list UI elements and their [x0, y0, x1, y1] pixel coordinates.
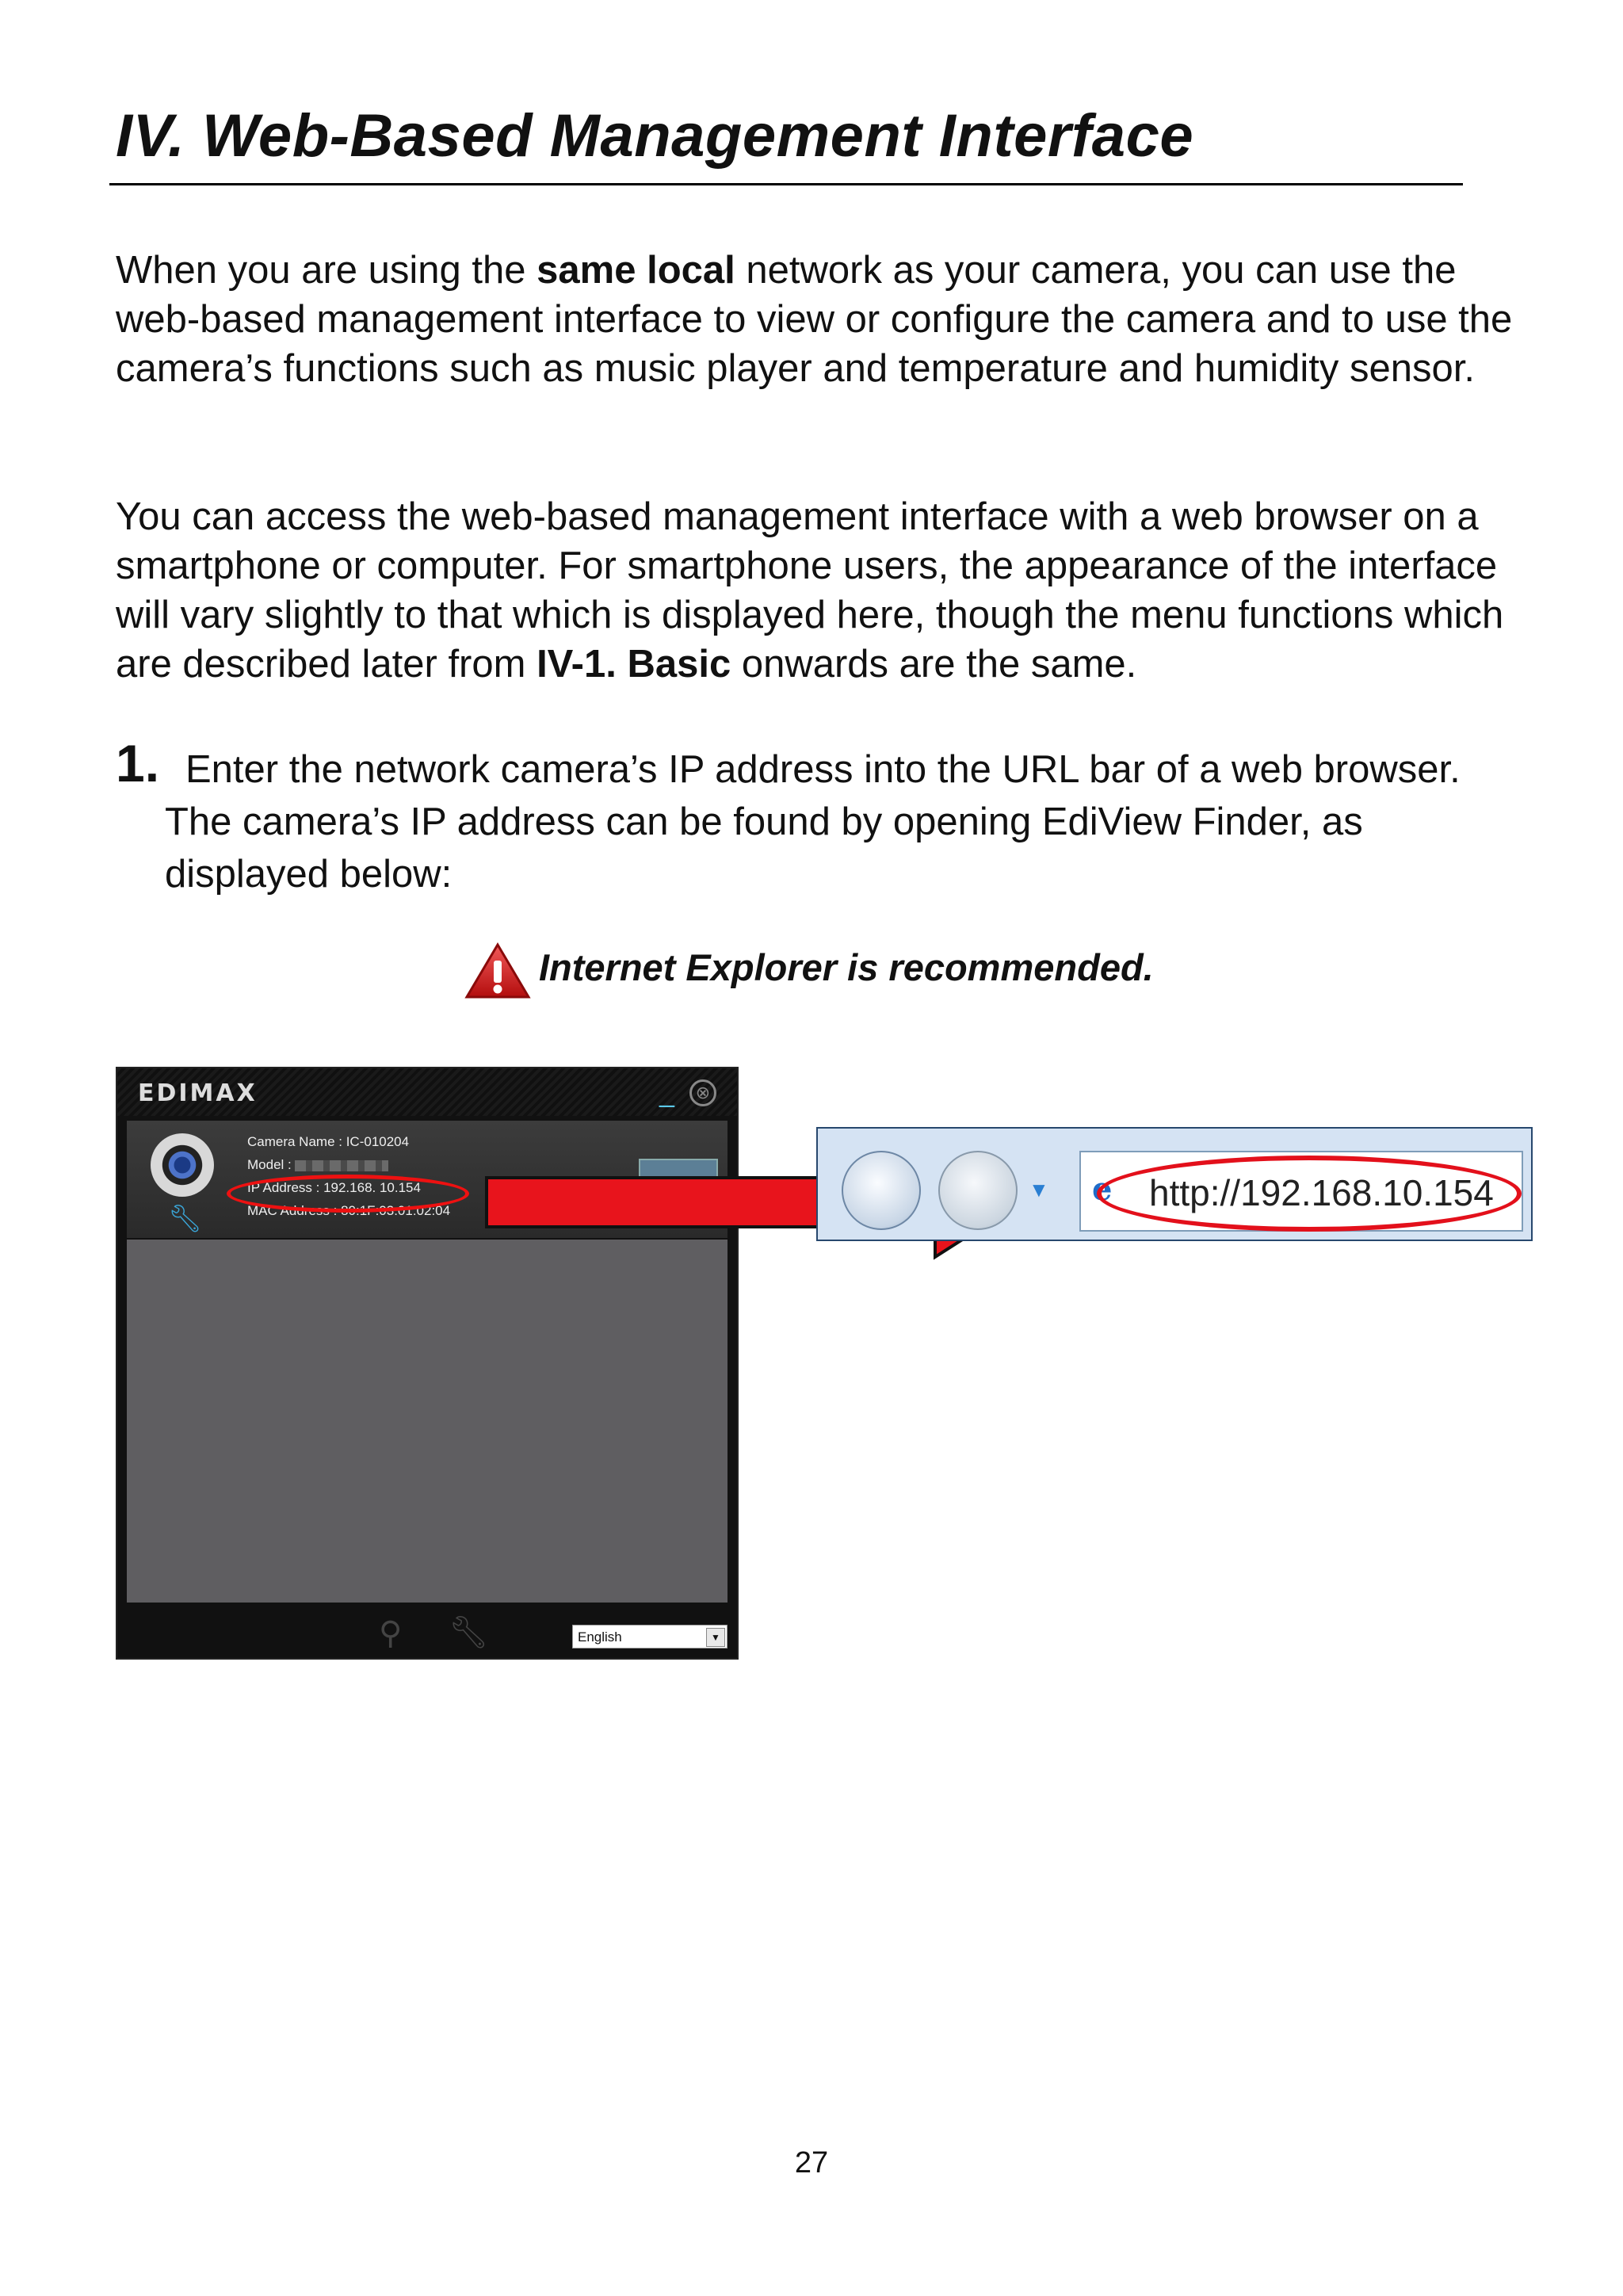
url-highlight-ring — [1097, 1156, 1522, 1232]
note-text: Internet Explorer is recommended. — [539, 946, 1154, 988]
back-button[interactable] — [842, 1151, 921, 1230]
language-select[interactable] — [572, 1625, 727, 1648]
text-run: onwards are the same. — [731, 643, 1137, 686]
finder-titlebar — [117, 1068, 737, 1116]
bold-text: IV-1. Basic — [537, 643, 731, 686]
chevron-down-icon[interactable]: ▼ — [706, 1628, 725, 1647]
camera-mac-address: MAC Address : 80:1F:03:01:02:04 — [247, 1203, 451, 1218]
camera-name: Camera Name : IC-010204 — [247, 1134, 410, 1149]
settings-wrench-icon[interactable]: 🔧︎ — [449, 1615, 489, 1650]
ip-highlight-ring — [227, 1175, 469, 1213]
text-run: You can access the web-based management interface with a web browser on a smartphone or computer. For smartphone users, the appearance of the interface will vary slightly to that which is displayed here, though the menu functions which are described later from — [116, 495, 1504, 686]
intro-paragraph-2 — [116, 492, 1534, 689]
camera-ip-address: IP Address : 192.168. 10.154 — [247, 1180, 421, 1195]
model-label: Model : — [247, 1157, 292, 1172]
step-rest: The camera’s IP address can be found by opening EdiView Finder, as displayed below: — [165, 800, 1363, 896]
minimize-button[interactable]: _ — [659, 1078, 674, 1108]
ie-page-icon: e — [1092, 1171, 1113, 1208]
blurred-model — [295, 1160, 388, 1171]
bold-text: same local — [537, 249, 735, 292]
step-line-1: Enter the network camera’s IP address into the URL bar of a web browser. — [185, 748, 1461, 791]
intro-paragraph-1 — [116, 246, 1534, 393]
page-title: IV. Web-Based Management Interface — [116, 102, 1194, 170]
step-text — [165, 743, 1504, 900]
url-text: http://192.168.10.154 — [1149, 1172, 1494, 1213]
browser-toolbar — [816, 1127, 1533, 1241]
wrench-icon[interactable]: 🔧︎ — [168, 1204, 203, 1234]
camera-icon — [151, 1133, 214, 1197]
forward-button[interactable] — [938, 1151, 1018, 1230]
address-bar[interactable] — [1079, 1151, 1523, 1232]
history-dropdown-icon[interactable]: ▼ — [1029, 1178, 1049, 1201]
camera-model — [247, 1153, 388, 1176]
search-icon[interactable]: ⚲ — [379, 1616, 403, 1651]
close-button[interactable]: ⊗ — [689, 1079, 716, 1106]
step-number: 1. — [116, 734, 160, 793]
text-run: network as your camera, you can use the web-based management interface to view or configure the camera and to use the camera’s functions such as music player and temperature and humidity sensor. — [116, 249, 1513, 390]
language-value: English — [578, 1629, 622, 1645]
text-run: When you are using the — [116, 249, 537, 292]
title-divider — [109, 183, 1463, 185]
edimax-logo: EDIMAX — [138, 1079, 258, 1107]
page-number: 27 — [794, 2146, 829, 2179]
camera-list-area — [127, 1240, 727, 1603]
warning-icon — [464, 942, 532, 1006]
finder-footer — [117, 1606, 737, 1658]
